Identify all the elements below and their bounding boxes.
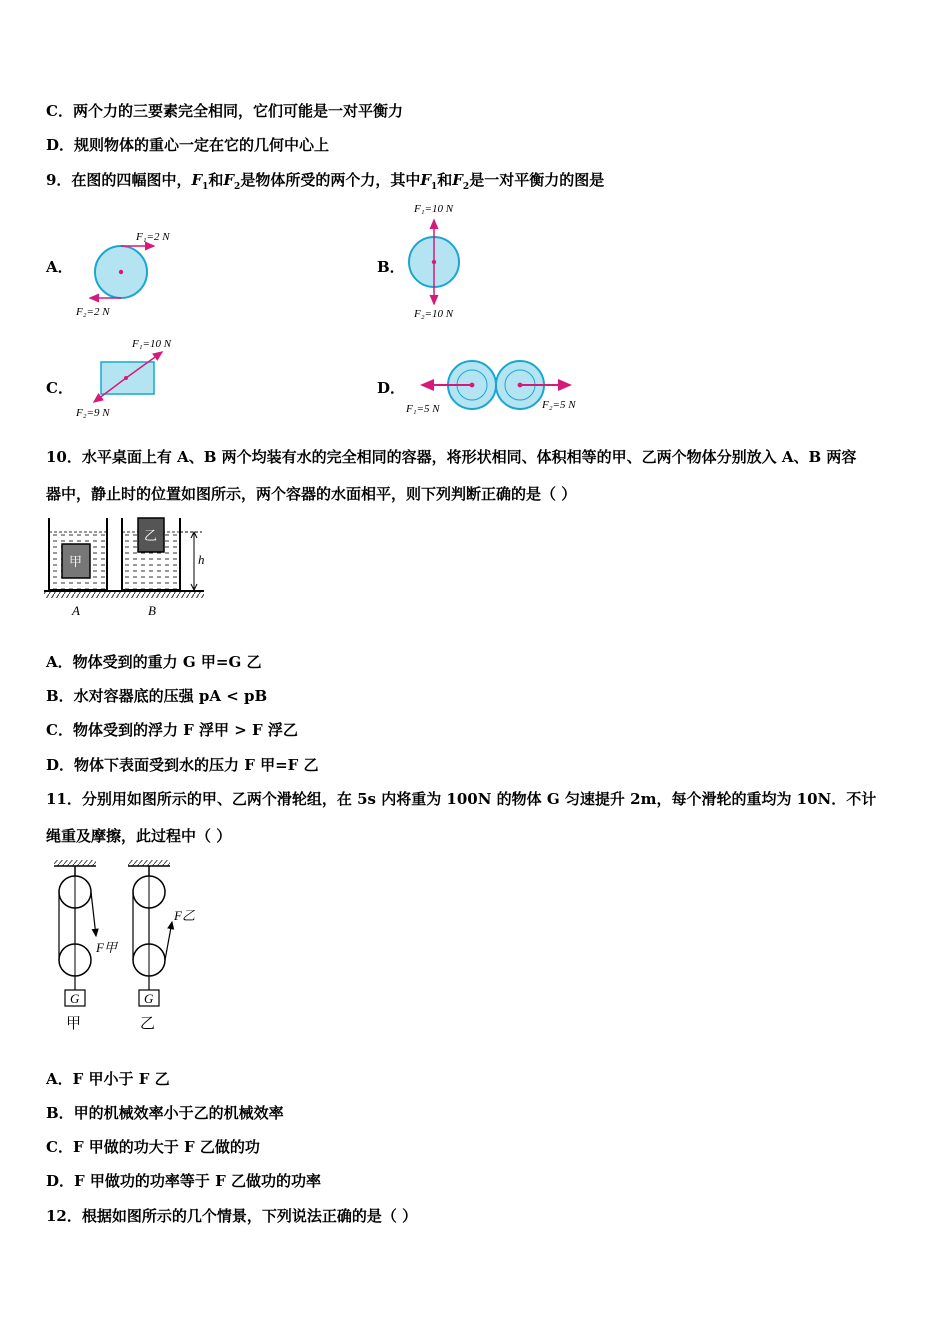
q10-stem: 10．水平桌面上有 A、B 两个均装有水的完全相同的容器，将形状相同、体积相等的甲、乙两个物体分别放入 A、B 两容 器中，静止时的位置如图所示，两个容器的水面相平，则下列判断正确的是（ ） <box>46 448 857 503</box>
svg-text:乙: 乙 <box>140 1014 156 1032</box>
q9-stem: 9．在图的四幅图中，$F_1$和$F_2$是物体所受的两个力，其中$F_1$和$F_2$是一对平衡力的图是 <box>46 171 605 192</box>
q10-option-c: C．物体受到的浮力 F 浮甲 > F 浮乙 <box>46 721 298 739</box>
svg-text:F甲: F甲 <box>96 940 117 955</box>
q10-option-a: A．物体受到的重力 G 甲=G 乙 <box>46 653 262 671</box>
q9-figure-a <box>74 226 189 322</box>
label-f2: F₂=9 N <box>76 407 110 419</box>
q10-option-b: B．水对容器底的压强 pA < pB <box>46 687 268 705</box>
q11-figure <box>44 858 214 1036</box>
svg-text:G: G <box>70 991 80 1006</box>
svg-text:A: A <box>72 603 80 618</box>
q8-option-d: D．规则物体的重心一定在它的几何中心上 <box>46 136 330 154</box>
q11-option-d: D．F 甲做功的功率等于 F 乙做功的功率 <box>46 1172 321 1190</box>
q12-stem: 12．根据如图所示的几个情景，下列说法正确的是（ ） <box>46 1207 418 1225</box>
q9-figure-c <box>74 334 189 424</box>
q9-option-c: C． <box>46 379 73 397</box>
q11-option-b: B．甲的机械效率小于乙的机械效率 <box>46 1104 284 1122</box>
svg-text:G: G <box>144 991 154 1006</box>
q10-option-d: D．物体下表面受到水的压力 F 甲=F 乙 <box>46 756 319 774</box>
q9-option-a: A． <box>46 258 73 276</box>
q9-figure-d <box>404 354 594 420</box>
label-f1: F₁=10 N <box>414 203 454 215</box>
label-f1: F₁=5 N <box>406 403 440 415</box>
label-f1: F₁=10 N <box>132 338 172 350</box>
label-f2: F₂=10 N <box>414 308 454 320</box>
q11-option-c: C．F 甲做的功大于 F 乙做的功 <box>46 1138 260 1156</box>
svg-text:甲: 甲 <box>66 1014 82 1032</box>
q10-figure <box>44 514 209 620</box>
q11-stem: 11．分别用如图所示的甲、乙两个滑轮组，在 5s 内将重为 100N 的物体 G 匀速提升 2m，每个滑轮的重均为 10N．不计 绳重及摩擦，此过程中（ ） <box>46 790 877 845</box>
svg-text:h: h <box>198 552 205 567</box>
svg-text:B: B <box>148 603 156 618</box>
q9-figure-b <box>400 200 490 324</box>
label-f1: F₁=2 N <box>136 231 170 243</box>
svg-text:F乙: F乙 <box>174 908 195 923</box>
svg-text:甲: 甲 <box>69 555 83 570</box>
q9-option-b: B． <box>377 258 405 276</box>
q11-option-a: A．F 甲小于 F 乙 <box>46 1070 170 1088</box>
q8-option-c: C．两个力的三要素完全相同，它们可能是一对平衡力 <box>46 102 403 120</box>
label-f2: F₂=5 N <box>542 399 576 411</box>
svg-text:乙: 乙 <box>144 529 158 544</box>
q9-option-d: D． <box>377 379 406 397</box>
label-f2: F₂=2 N <box>76 306 110 318</box>
